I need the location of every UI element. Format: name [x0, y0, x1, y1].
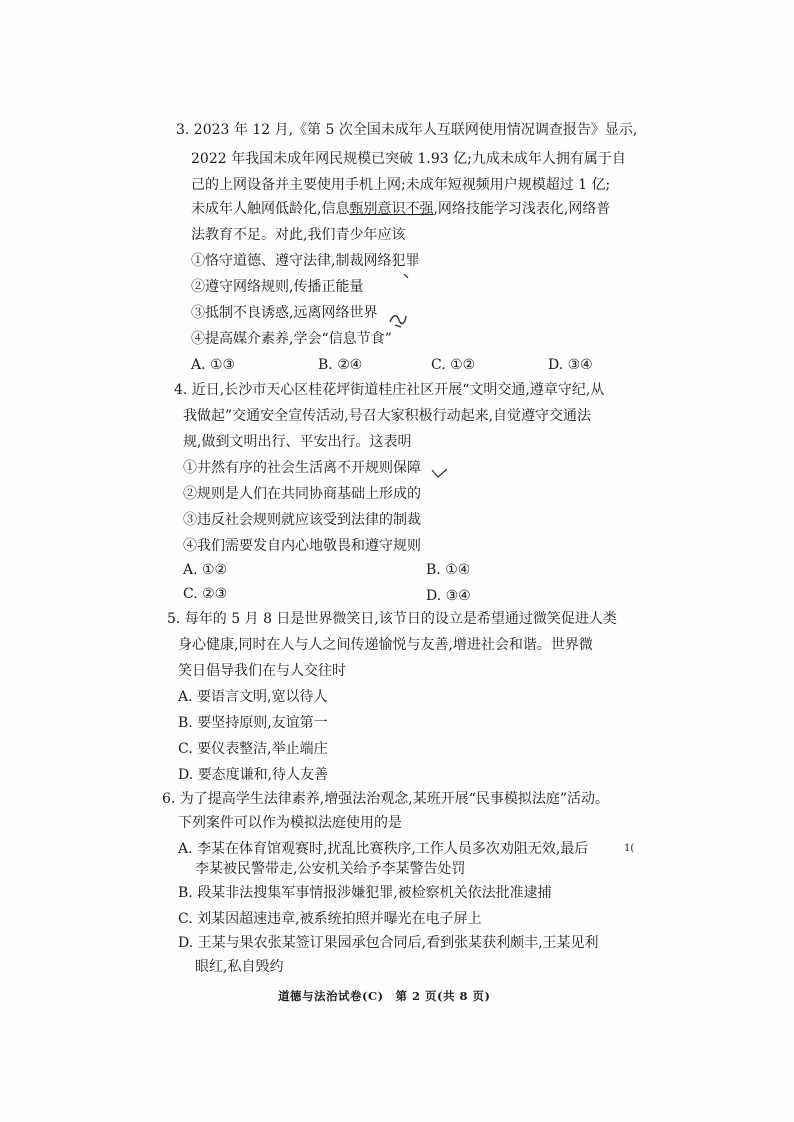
q6-option-d-line-2: 眼红,私自毁约	[195, 959, 284, 975]
q6-option-b: B. 段某非法搜集军事情报涉嫌犯罪,被检察机关依法批准逮捕	[178, 885, 552, 901]
q3-stem-line-3: 己的上网设备并主要使用手机上网;未成年短视频用户规模超过 1 亿;	[191, 177, 611, 193]
q5-option-b: B. 要坚持原则,友谊第一	[178, 715, 328, 731]
q5-stem-line-1: 5. 每年的 5 月 8 日是世界微笑日,该节日的设立是希望通过微笑促进人类	[167, 611, 617, 627]
q3-underlined-phrase: 甄别意识不强	[349, 201, 434, 217]
q6-option-d-line-1: D. 王某与果农张某签订果园承包合同后,看到张某获利颇丰,王某见利	[178, 935, 599, 951]
q3-answer-b: B. ②④	[318, 357, 363, 373]
q4-answer-b: B. ①④	[426, 562, 471, 578]
q3-option-1: ①恪守道德、遵守法律,制裁网络犯罪	[191, 253, 420, 269]
q5-option-c: C. 要仪表整洁,举止端庄	[178, 741, 328, 757]
pen-check-mark	[430, 467, 450, 479]
q4-answer-a: A. ①②	[183, 562, 228, 578]
q4-option-1: ①井然有序的社会生活离不开规则保障	[183, 460, 421, 476]
q4-option-2: ②规则是人们在共同协商基础上形成的	[183, 486, 421, 502]
q4-answer-c: C. ②③	[183, 586, 228, 602]
q3-option-4: ④提高媒介素养,学会“信息节食”	[191, 331, 392, 347]
q3-option-2: ②遵守网络规则,传播正能量	[191, 279, 364, 295]
q3-answer-a: A. ①③	[191, 357, 236, 373]
q3-stem-line-2: 2022 年我国未成年网民规模已突破 1.93 亿;九成未成年人拥有属于自	[191, 151, 626, 167]
margin-mark: 1(	[624, 843, 635, 854]
q5-stem-line-3: 笑日倡导我们在与人交往时	[178, 663, 346, 679]
q4-option-4: ④我们需要发自内心地敬畏和遵守规则	[183, 538, 421, 554]
q6-option-a-line-2: 李某被民警带走,公安机关给予李某警告处罚	[195, 861, 466, 877]
pen-scribble-mark	[387, 308, 409, 330]
q6-stem-line-2: 下列案件可以作为模拟法庭使用的是	[178, 815, 402, 831]
q3-option-3: ③抵制不良诱惑,远离网络世界	[191, 305, 378, 321]
q5-option-d: D. 要态度谦和,待人友善	[178, 767, 329, 783]
q6-option-a-line-1: A. 李某在体育馆观赛时,扰乱比赛秩序,工作人员多次劝阻无效,最后	[178, 841, 589, 857]
q3-answer-d: D. ③④	[548, 357, 593, 373]
q5-option-a: A. 要语言文明,宽以待人	[178, 689, 328, 705]
q3-stem-line-5: 法教育不足。对此,我们青少年应该	[191, 227, 406, 243]
page-footer: 道德与法治试卷(C) 第 2 页(共 8 页)	[278, 989, 491, 1003]
q4-option-3: ③违反社会规则就应该受到法律的制裁	[183, 512, 421, 528]
q4-stem-line-2: 我做起”交通安全宣传活动,号召大家积极行动起来,自觉遵守交通法	[183, 408, 592, 424]
q4-stem-line-1: 4. 近日,长沙市天心区桂花坪街道桂庄社区开展“文明交通,遵章守纪,从	[174, 382, 605, 398]
q3-stem-line-4	[191, 200, 610, 218]
q6-stem-line-1: 6. 为了提高学生法律素养,增强法治观念,某班开展“民事模拟法庭”活动。	[162, 791, 610, 807]
q6-option-c: C. 刘某因超速违章,被系统拍照并曝光在电子屏上	[178, 911, 482, 927]
q3-stem-line-1: 3. 2023 年 12 月,《第 5 次全国未成年人互联网使用情况调查报告》显示,	[176, 122, 638, 138]
pen-tick-mark	[402, 272, 416, 282]
q3-answer-c: C. ①②	[431, 357, 476, 373]
q3-stem-line-4-part-a: 未成年人触网低龄化,信息	[191, 201, 350, 217]
q4-answer-d: D. ③④	[426, 588, 471, 604]
q4-stem-line-3: 规,做到文明出行、平安出行。这表明	[183, 434, 412, 450]
q5-stem-line-2: 身心健康,同时在人与人之间传递愉悦与友善,增进社会和谐。世界微	[178, 637, 593, 653]
q3-stem-line-4-part-c: ,网络技能学习浅表化,网络普	[433, 201, 611, 217]
